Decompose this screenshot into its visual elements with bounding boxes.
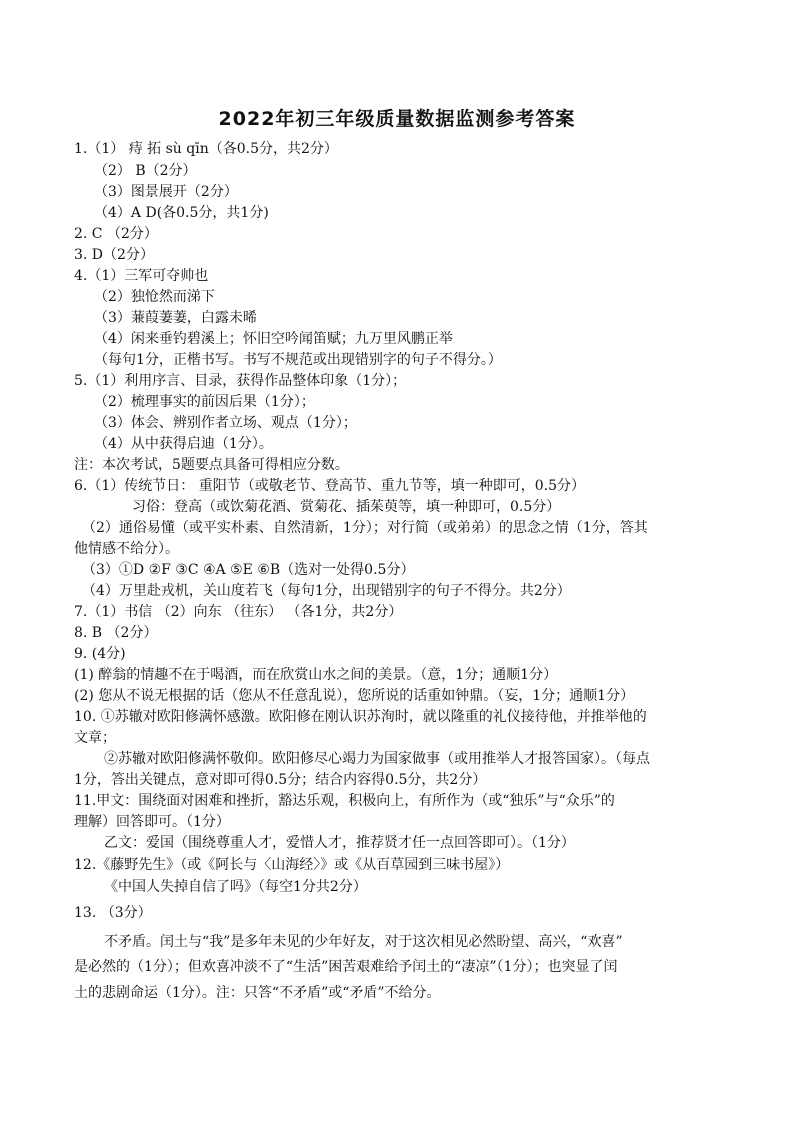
answer-line: （4）从中获得启迪（1分）。: [94, 436, 273, 452]
answer-line: 9. (4分): [74, 646, 126, 662]
answer-line: 文章；: [74, 730, 116, 746]
answer-line: （3）蒹葭萋萋，白露未晞: [94, 310, 257, 326]
answer-line: 理解）回答即可。（1分）: [74, 814, 230, 830]
answer-line: （2）独怆然而涕下: [94, 289, 215, 305]
answer-line: 《中国人失掉自信了吗》（每空1分共2分）: [104, 879, 367, 895]
answer-line: 是必然的（1分）；但欢喜冲淡不了“生活”困苦艰难给予闰土的“凄凉”（1分）；也突显了闰: [74, 959, 618, 975]
answer-line: (2) 您从不说无根据的话（您从不任意乱说），您所说的话重如钟鼎。（妄，1分；通顺1分）: [74, 688, 635, 704]
page-title: 2022年初三年级质量数据监测参考答案: [218, 108, 576, 130]
answer-line: （3）①D ②F ③C ④A ⑤E ⑥B（选对一处得0.5分）: [82, 562, 415, 578]
answer-line: （2） B（2分）: [94, 163, 197, 179]
answer-line: 10. ①苏辙对欧阳修满怀感激。欧阳修在刚认识苏洵时，就以隆重的礼仪接待他，并推举他的: [74, 709, 647, 725]
answer-line: （4）闲来垂钓碧溪上；怀旧空吟闻笛赋；九万里风鹏正举: [94, 331, 453, 347]
answer-line: （每句1分，正楷书写。书写不规范或出现错别字的句子不得分。）: [94, 352, 502, 368]
answer-line: 1.（1） 痔 拓 sù qīn（各0.5分，共2分）: [74, 141, 338, 157]
answer-line: 乙文：爱国（围绕尊重人才，爱惜人才，推荐贤才任一点回答即可）。（1分）: [104, 835, 575, 851]
answer-line: （4）万里赴戎机，关山度若飞（每句1分，出现错别字的句子不得分。共2分）: [82, 583, 571, 599]
answer-line: 8. B （2分）: [74, 625, 158, 641]
answer-line: 土的悲剧命运（1分）。注：只答“不矛盾”或“矛盾”不给分。: [74, 985, 441, 1001]
answer-line: 6.（1）传统节日： 重阳节（或敬老节、登高节、重九节等，填一种即可，0.5分）: [74, 478, 585, 494]
answer-line: 3. D（2分）: [74, 247, 154, 263]
answer-line: 1分，答出关键点，意对即可得0.5分；结合内容得0.5分，共2分）: [74, 772, 487, 788]
answer-line: （4）A D(各0.5分，共1分): [94, 205, 269, 221]
answer-line: 不矛盾。闰土与“我”是多年未见的少年好友，对于这次相见必然盼望、高兴，“欢喜”: [104, 934, 623, 950]
answer-line: 注：本次考试，5题要点具备可得相应分数。: [74, 457, 349, 473]
answer-line: （3）图景展开（2分）: [94, 184, 238, 200]
answer-line: 13. （3分）: [74, 905, 152, 921]
answer-line: 4.（1）三军可夺帅也: [74, 268, 209, 284]
answer-line: （2）通俗易懂（或平实朴素、自然清新，1分）；对行简（或弟弟）的思念之情（1分，答其: [82, 520, 648, 536]
answer-line: 他情感不给分）。: [74, 541, 179, 557]
answer-line: 习俗：登高（或饮菊花酒、赏菊花、插茱萸等，填一种即可，0.5分）: [132, 499, 561, 515]
answer-line: 7.（1）书信 （2）向东 （往东） （各1分，共2分）: [74, 604, 403, 620]
answer-line: (1) 醉翁的情趣不在于喝酒，而在欣赏山水之间的美景。（意，1分；通顺1分）: [74, 667, 558, 683]
answer-line: （3）体会、辨别作者立场、观点（1分）；: [94, 415, 357, 431]
answer-line: 12.《藤野先生》（或《阿长与〈山海经〉》或《从百草园到三味书屋》）: [74, 857, 510, 873]
answer-line: 2. C （2分）: [74, 226, 158, 242]
answer-line: 5.（1）利用序言、目录，获得作品整体印象（1分）；: [74, 373, 407, 389]
answer-line: （2）梳理事实的前因后果（1分）；: [94, 394, 315, 410]
answer-line: 11.甲文：围绕面对困难和挫折，豁达乐观，积极向上，有所作为（或“独乐”与“众乐”的: [74, 793, 615, 809]
answer-line: ②苏辙对欧阳修满怀敬仰。欧阳修尽心竭力为国家做事（或用推举人才报答国家）。（每点: [104, 751, 650, 767]
